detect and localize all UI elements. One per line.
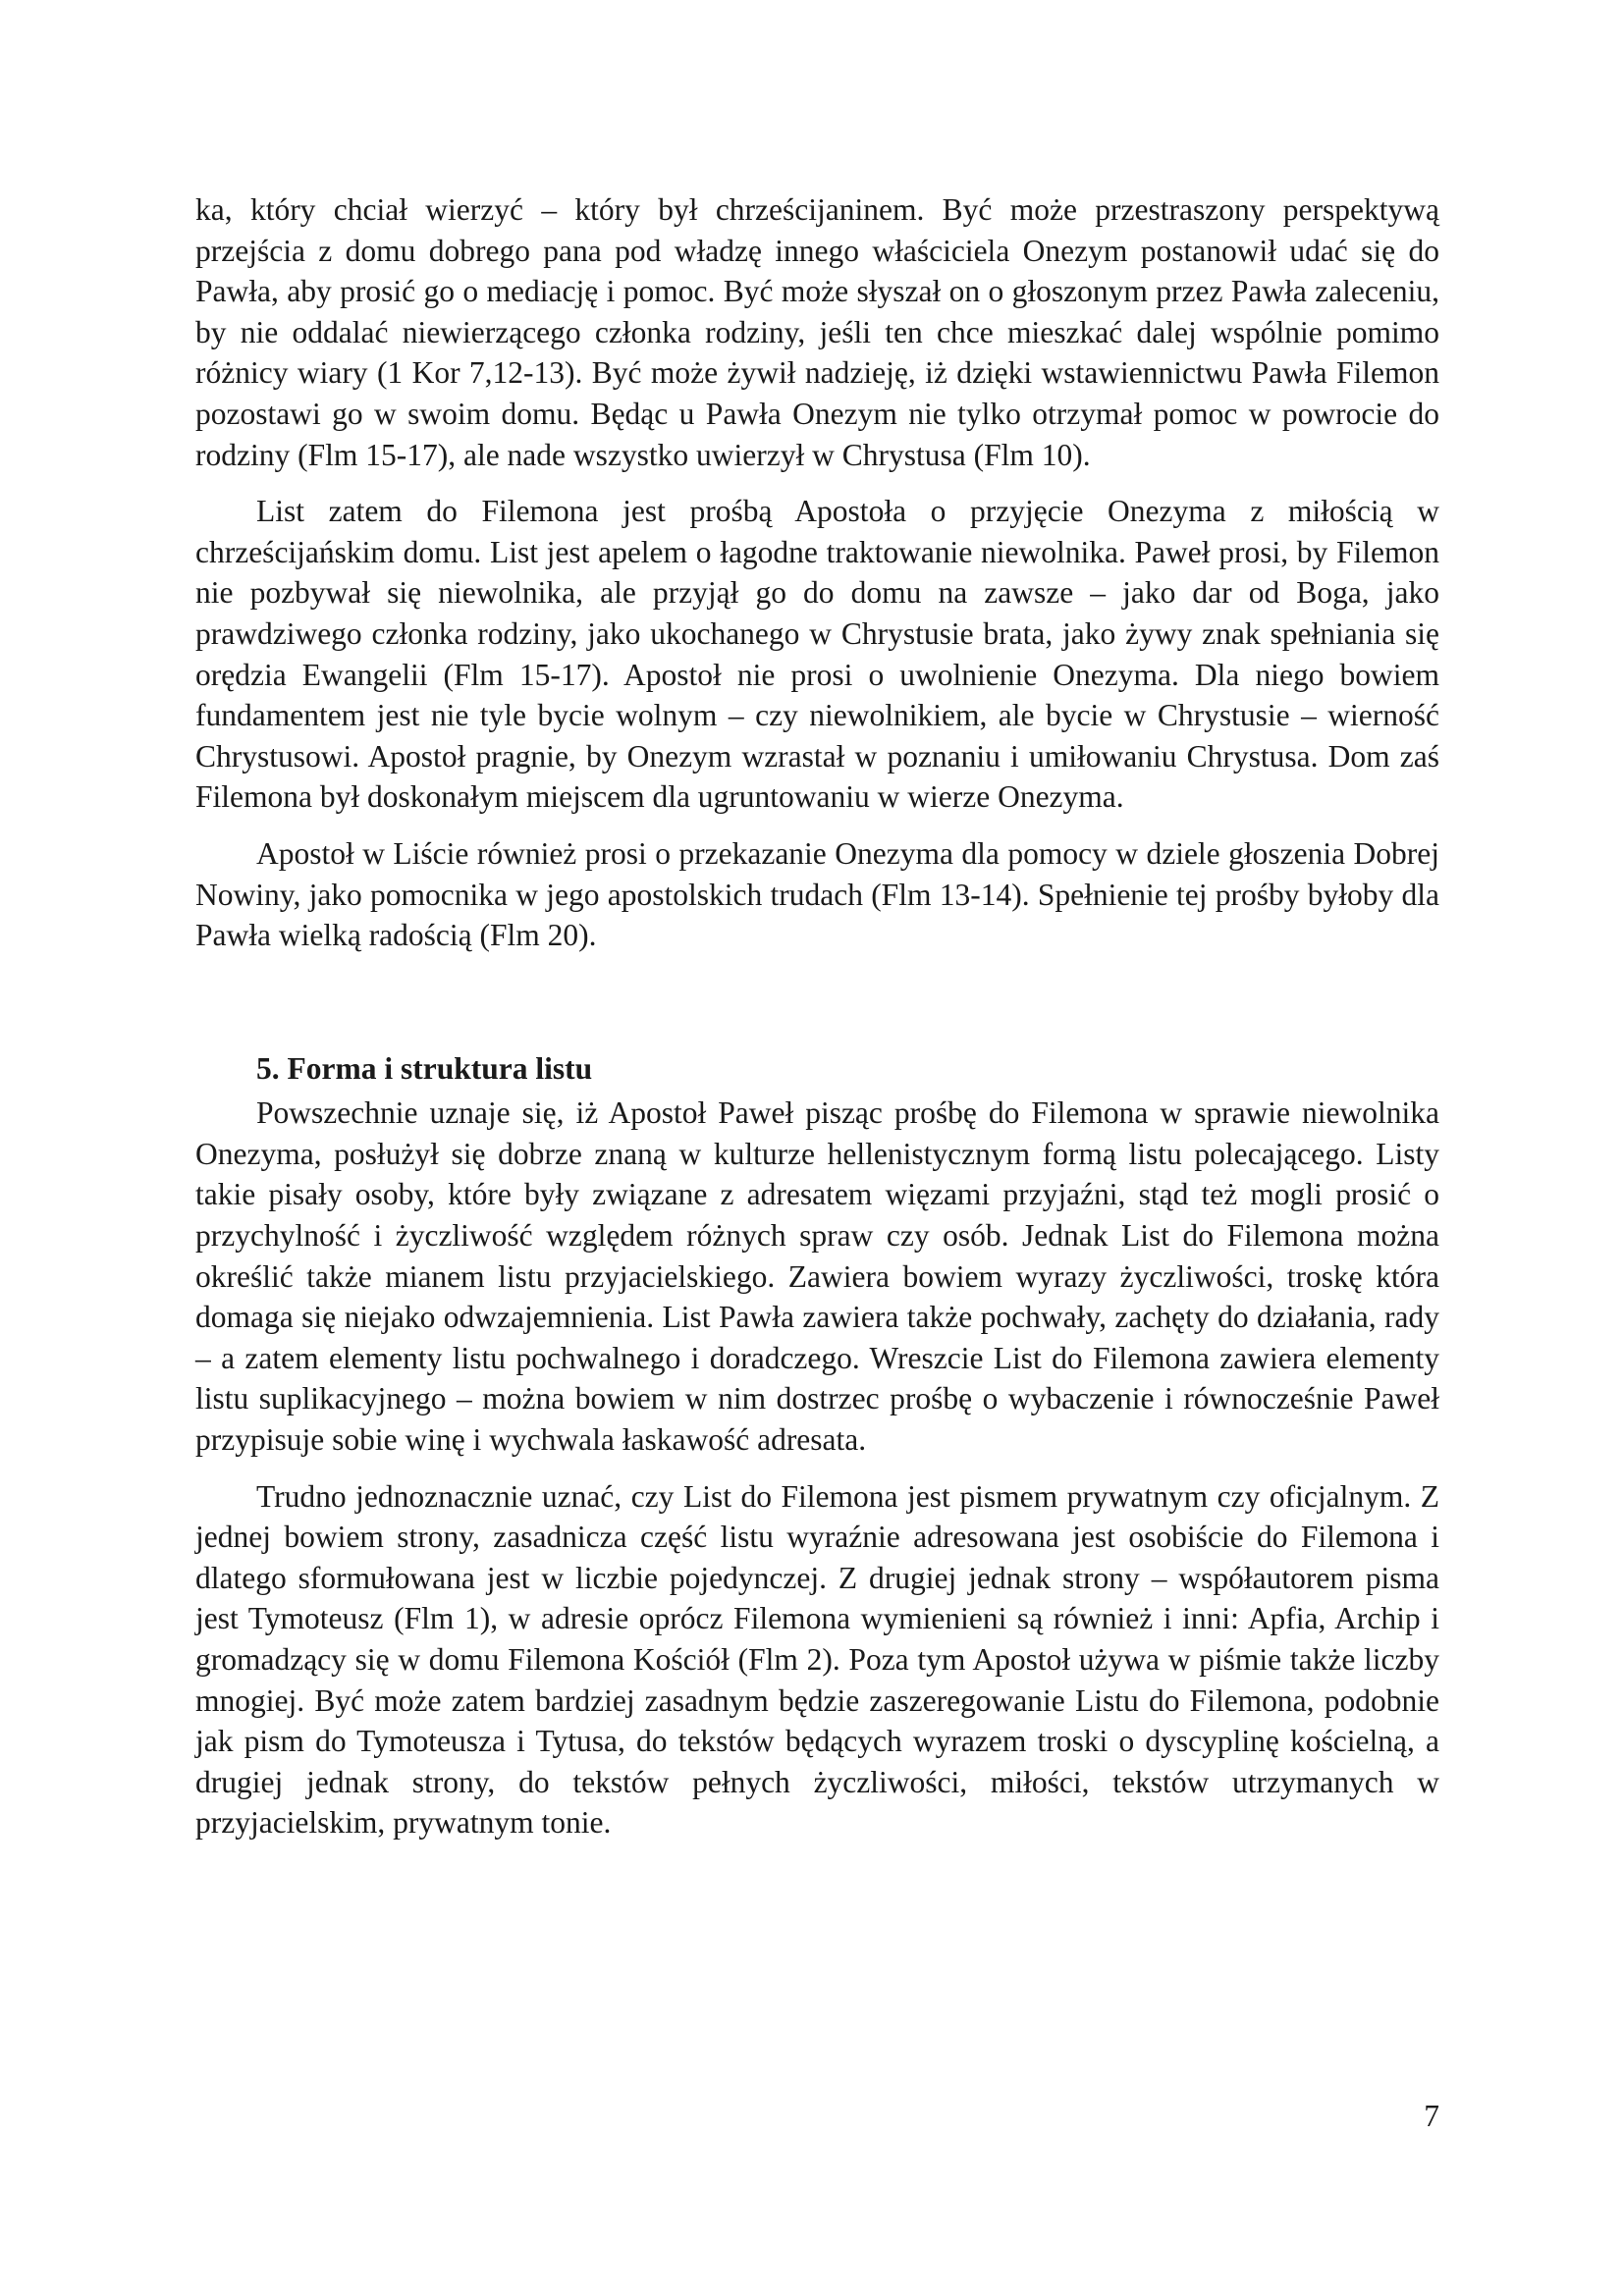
paragraph-continuation: ka, który chciał wierzyć – który był chrześcijaninem. Być może przestraszony perspektywą przejścia z domu dobrego pana pod władzę innego właściciela Onezym postanowił udać się do Pawła, aby prosić go o mediację i pomoc. Być może słyszał on o głoszonym przez Pawła zaleceniu, by nie oddalać niewierzącego członka rodziny, jeśli ten chce mieszkać dalej wspólnie pomimo różnicy wiary (1 Kor 7,12-13). Być może żywił nadzieję, iż dzięki wstawiennictwu Pawła Filemon pozostawi go w swoim domu. Będąc u Pawła Onezym nie tylko otrzymał pomoc w powrocie do rodziny (Flm 15-17), ale nade wszystko uwierzył w Chrystusa (Flm 10).	[195, 192, 1439, 472]
text-column	[195, 189, 1439, 1843]
paragraph-form-of-letter: Powszechnie uznaje się, iż Apostoł Paweł pisząc prośbę do Filemona w sprawie niewolnika Onezyma, posłużył się dobrze znaną w kulturze hellenistycznym formą listu polecającego. Listy takie pisały osoby, które były związane z adresatem więzami przyjaźni, stąd też mogli prosić o przychylność i życzliwość względem różnych spraw czy osób. Jednak List do Filemona można określić także mianem listu przyjacielskiego. Zawiera bowiem wyrazy życzliwości, troskę która domaga się niejako odwzajemnienia. List Pawła zawiera także pochwały, zachęty do działania, rady – a zatem elementy listu pochwalnego i doradczego. Wreszcie List do Filemona zawiera elementy listu suplikacyjnego – można bowiem w nim dostrzec prośbę o wybaczenie i równocześnie Paweł przypisuje sobie winę i wychwala łaskawość adresata.	[195, 1095, 1439, 1458]
section-heading: 5. Forma i struktura listu	[256, 1050, 593, 1086]
paragraph-apostle-help: Apostoł w Liście również prosi o przekazanie Onezyma dla pomocy w dziele głoszenia Dobrej Nowiny, jako pomocnika w jego apostolskich trudach (Flm 13-14). Spełnienie tej prośby byłoby dla Pawła wielką radością (Flm 20).	[195, 835, 1439, 953]
paragraph-list-request: List zatem do Filemona jest prośbą Apostoła o przyjęcie Onezyma z miłością w chrześcijańskim domu. List jest apelem o łagodne traktowanie niewolnika. Paweł prosi, by Filemon nie pozbywał się niewolnika, ale przyjął go do domu na zawsze – jako dar od Boga, jako prawdziwego członka rodziny, jako ukochanego w Chrystusie brata, jako żywy znak spełniania się orędzia Ewangelii (Flm 15-17). Apostoł nie prosi o uwolnienie Onezyma. Dla niego bowiem fundamentem jest nie tyle bycie wolnym – czy niewolnikiem, ale bycie w Chrystusie – wierność Chrystusowi. Apostoł pragnie, by Onezym wzrastał w poznaniu i umiłowaniu Chrystusa. Dom zaś Filemona był doskonałym miejscem dla ugruntowaniu w wierze Onezyma.	[195, 494, 1439, 815]
paragraph-private-or-official: Trudno jednoznacznie uznać, czy List do Filemona jest pismem prywatnym czy oficjalnym. Z jednej bowiem strony, zasadnicza część listu wyraźnie adresowana jest osobiście do Filemona i dlatego sformułowana jest w liczbie pojedynczej. Z drugiej jednak strony – współautorem pisma jest Tymoteusz (Flm 1), w adresie oprócz Filemona wymienieni są również i inni: Apfia, Archip i gromadzący się w domu Filemona Kościół (Flm 2). Poza tym Apostoł używa w piśmie także liczby mnogiej. Być może zatem bardziej zasadnym będzie zaszeregowanie Listu do Filemona, podobnie jak pism do Tymoteusza i Tytusa, do tekstów będących wyrazem troski o dyscyplinę kościelną, a drugiej jednak strony, do tekstów pełnych życzliwości, miłości, tekstów utrzymanych w przyjacielskim, prywatnym tonie.	[195, 1478, 1439, 1841]
page-number: 7	[1424, 2099, 1439, 2133]
